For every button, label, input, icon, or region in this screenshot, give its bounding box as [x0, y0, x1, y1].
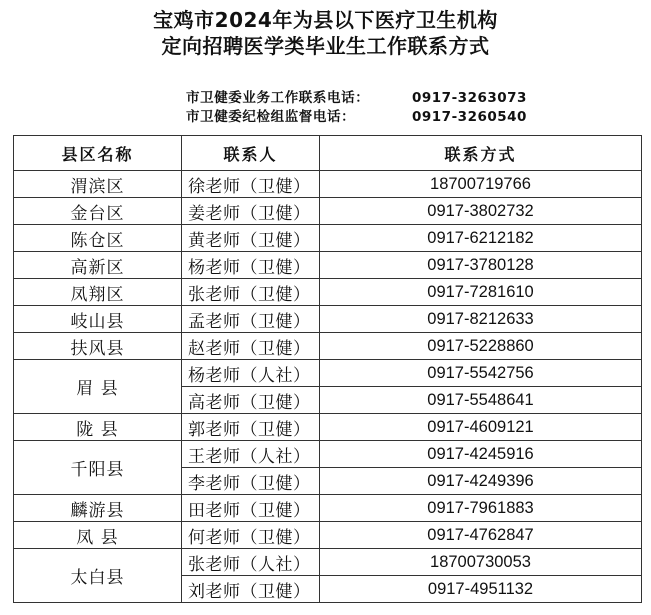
table-row: [14, 333, 642, 360]
contact-person: 刘老师（卫健）: [182, 576, 320, 603]
contact-phone: 0917-5548641: [320, 387, 642, 414]
business-contact-label: 市卫健委业务工作联系电话：: [186, 90, 370, 106]
document-title-line-2: 定向招聘医学类毕业生工作联系方式: [161, 34, 490, 58]
supervision-contact-line: [186, 108, 527, 126]
table-row: [14, 252, 642, 279]
contact-person: 王老师（人社）: [182, 441, 320, 468]
table-row: [14, 522, 642, 549]
county-name: 金台区: [14, 198, 182, 225]
contact-person: 黄老师（卫健）: [182, 225, 320, 252]
contact-table: [13, 135, 642, 603]
contact-person: 徐老师（卫健）: [182, 171, 320, 198]
contact-person: 杨老师（卫健）: [182, 252, 320, 279]
document-title-line-1: 宝鸡市2024年为县以下医疗卫生机构: [153, 8, 498, 32]
contact-person: 李老师（卫健）: [182, 468, 320, 495]
header-county: 县区名称: [14, 136, 182, 171]
county-name: 凤 县: [14, 522, 182, 549]
supervision-contact-phone: 0917-3260540: [412, 109, 527, 125]
header-contact-phone: 联系方式: [320, 136, 642, 171]
contact-phone: 0917-5542756: [320, 360, 642, 387]
county-name: 岐山县: [14, 306, 182, 333]
contact-person: 田老师（卫健）: [182, 495, 320, 522]
table-row: [14, 414, 642, 441]
contact-phone: 0917-8212633: [320, 306, 642, 333]
county-name: 陇 县: [14, 414, 182, 441]
supervision-contact-label: 市卫健委纪检组监督电话：: [186, 109, 356, 125]
county-name: 扶风县: [14, 333, 182, 360]
contact-person: 杨老师（人社）: [182, 360, 320, 387]
county-name: 陈仓区: [14, 225, 182, 252]
table-row: [14, 495, 642, 522]
contact-phone: 18700719766: [320, 171, 642, 198]
contact-phone: 0917-7281610: [320, 279, 642, 306]
contact-phone: 0917-3780128: [320, 252, 642, 279]
table-row: [14, 198, 642, 225]
contact-phone: 0917-4249396: [320, 468, 642, 495]
contact-person: 赵老师（卫健）: [182, 333, 320, 360]
contact-person: 郭老师（卫健）: [182, 414, 320, 441]
contact-person: 何老师（卫健）: [182, 522, 320, 549]
contact-person: 姜老师（卫健）: [182, 198, 320, 225]
contact-person: 张老师（人社）: [182, 549, 320, 576]
contact-person: 张老师（卫健）: [182, 279, 320, 306]
table-row: [14, 225, 642, 252]
contact-phone: 0917-3802732: [320, 198, 642, 225]
table-body: [14, 171, 642, 603]
county-name: 麟游县: [14, 495, 182, 522]
table-row: [14, 441, 642, 468]
contact-phone: 0917-4951132: [320, 576, 642, 603]
contact-phone: 0917-4762847: [320, 522, 642, 549]
table-row: [14, 279, 642, 306]
contact-phone: 0917-4609121: [320, 414, 642, 441]
county-name: 眉 县: [14, 360, 182, 414]
table-row: [14, 549, 642, 576]
county-name: 高新区: [14, 252, 182, 279]
table-row: [14, 306, 642, 333]
contact-phone: 18700730053: [320, 549, 642, 576]
county-name: 凤翔区: [14, 279, 182, 306]
contact-phone: 0917-7961883: [320, 495, 642, 522]
header-contact-person: 联系人: [182, 136, 320, 171]
county-name: 千阳县: [14, 441, 182, 495]
contact-phone: 0917-6212182: [320, 225, 642, 252]
contact-person: 高老师（卫健）: [182, 387, 320, 414]
contact-phone: 0917-4245916: [320, 441, 642, 468]
business-contact-phone: 0917-3263073: [412, 90, 527, 106]
table-row: [14, 171, 642, 198]
table-header-row: [14, 136, 642, 171]
table-row: [14, 360, 642, 387]
contact-phone: 0917-5228860: [320, 333, 642, 360]
business-contact-line: [186, 89, 527, 107]
contact-person: 孟老师（卫健）: [182, 306, 320, 333]
county-name: 太白县: [14, 549, 182, 603]
county-name: 渭滨区: [14, 171, 182, 198]
